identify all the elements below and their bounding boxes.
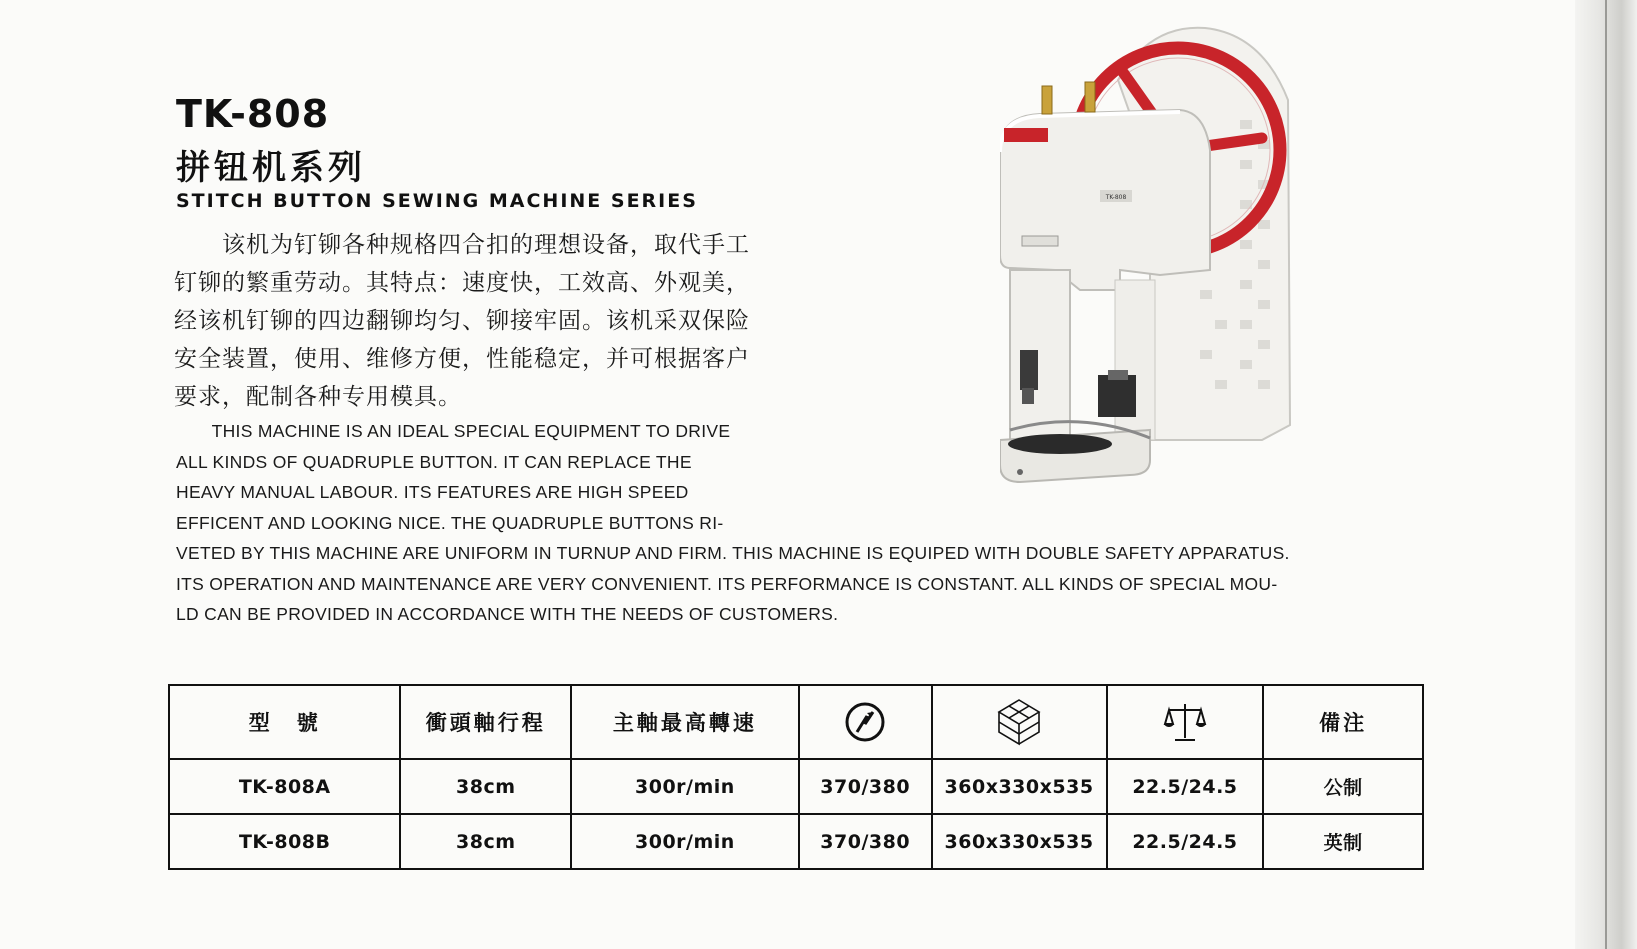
cell-remarks: 英制 — [1263, 814, 1423, 869]
description-cn-line: 要求，配制各种专用模具。 — [174, 384, 462, 410]
cell-dimensions: 360x330x535 — [932, 814, 1107, 869]
description-cn-line: 该机为钉铆各种规格四合扣的理想设备，取代手工 — [174, 232, 750, 258]
cell-weight: 22.5/24.5 — [1107, 814, 1264, 869]
balance-scale-icon — [1163, 700, 1207, 744]
model-title: TK-808 — [176, 92, 330, 136]
nameplate-text: TK-808 — [1105, 194, 1127, 201]
spec-header-row — [169, 685, 1423, 759]
cell-model: TK-808B — [169, 814, 400, 869]
header-remarks: 備注 — [1263, 685, 1423, 759]
table-row — [169, 759, 1423, 814]
header-punch-stroke: 衝頭軸行程 — [400, 685, 571, 759]
spec-table — [168, 684, 1424, 870]
description-en-line: ALL KINDS OF QUADRUPLE BUTTON. IT CAN REPLACE THE — [176, 451, 692, 472]
oil-cap — [1085, 82, 1095, 112]
table-row — [169, 814, 1423, 869]
voltage-icon — [843, 700, 887, 744]
description-en-line: ITS OPERATION AND MAINTENANCE ARE VERY CONVENIENT. ITS PERFORMANCE IS CONSTANT. ALL KINDS OF SPECIAL MOU- — [176, 573, 1278, 594]
series-title-en: STITCH BUTTON SEWING MACHINE SERIES — [176, 190, 698, 212]
description-en-line: THIS MACHINE IS AN IDEAL SPECIAL EQUIPMENT TO DRIVE — [176, 421, 731, 441]
punch — [1020, 350, 1038, 390]
cell-remarks: 公制 — [1263, 759, 1423, 814]
series-title-cn: 拼钮机系列 — [176, 148, 366, 188]
description-en-line: LD CAN BE PROVIDED IN ACCORDANCE WITH THE NEEDS OF CUSTOMERS. — [176, 604, 839, 624]
machine-column — [1010, 270, 1070, 440]
package-box-icon — [994, 697, 1044, 747]
cell-voltage: 370/380 — [799, 759, 932, 814]
oil-cap — [1042, 86, 1052, 114]
description-cn-line: 经该机钉铆的四边翻铆均匀、铆接牢固。该机采双保险 — [174, 308, 750, 334]
description-cn-line: 钉铆的繁重劳动。其特点：速度快，工效高、外观美， — [174, 270, 750, 296]
cell-dimensions: 360x330x535 — [932, 759, 1107, 814]
header-weight — [1107, 685, 1264, 759]
cell-weight: 22.5/24.5 — [1107, 759, 1264, 814]
machine-photo — [1000, 20, 1320, 500]
cell-speed: 300r/min — [571, 759, 799, 814]
cell-voltage: 370/380 — [799, 814, 932, 869]
die-holder — [1098, 375, 1136, 417]
cell-stroke: 38cm — [400, 759, 571, 814]
header-voltage — [799, 685, 932, 759]
description-en-line: EFFICENT AND LOOKING NICE. THE QUADRUPLE BUTTONS RI- — [176, 512, 724, 533]
header-dimensions — [932, 685, 1107, 759]
description-en-line: VETED BY THIS MACHINE ARE UNIFORM IN TURNUP AND FIRM. THIS MACHINE IS EQUIPED WITH DOUBLE SAFETY APPARATUS. — [176, 543, 1290, 563]
cell-stroke: 38cm — [400, 814, 571, 869]
description-cn-line: 安全装置，使用、维修方便，性能稳定，并可根据客户 — [174, 346, 750, 372]
description-cn — [174, 226, 814, 416]
header-max-speed: 主軸最高轉速 — [571, 685, 799, 759]
cell-speed: 300r/min — [571, 814, 799, 869]
description-en-line: HEAVY MANUAL LABOUR. ITS FEATURES ARE HIGH SPEED — [176, 482, 689, 502]
cell-model: TK-808A — [169, 759, 400, 814]
page-fold-line — [1605, 0, 1607, 949]
warning-label — [1004, 128, 1048, 142]
header-model: 型 號 — [169, 685, 400, 759]
